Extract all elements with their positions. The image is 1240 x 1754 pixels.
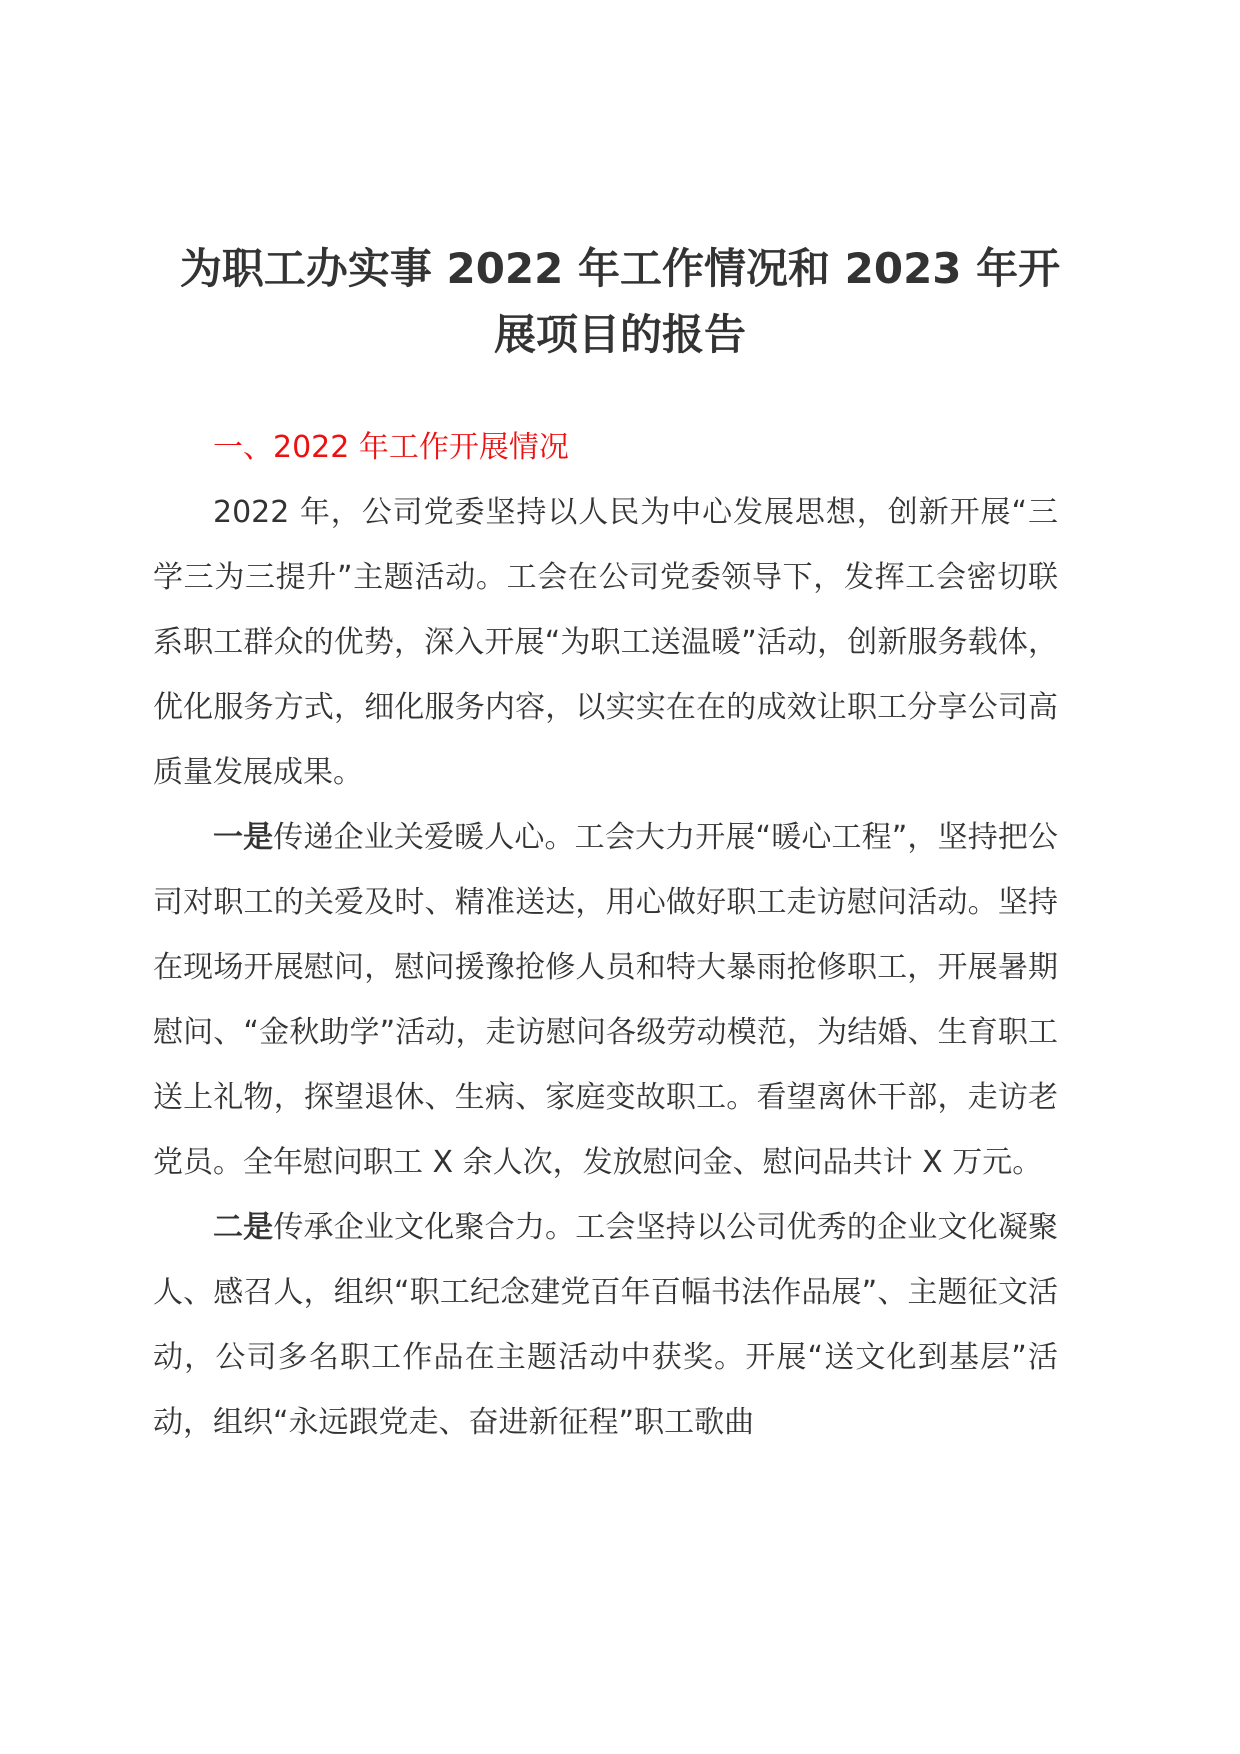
- point-2-paragraph: [153, 1195, 1058, 1455]
- document-title: [150, 236, 1090, 368]
- point-2-lead: 二是: [213, 1210, 274, 1245]
- document-title-line-2: 展项目的报告: [493, 310, 746, 359]
- point-1-text: 传递企业关爱暖人心。工会大力开展“暖心工程”，坚持把公司对职工的关爱及时、精准送达，用心做好职工走访慰问活动。坚持在现场开展慰问，慰问援豫抢修人员和特大暴雨抢修职工，开展暑期慰问、“金秋助学”活动，走访慰问各级劳动模范，为结婚、生育职工送上礼物，探望退休、生病、家庭变故职工。看望离休干部，走访老党员。全年慰问职工 X 余人次，发放慰问金、慰问品共计 X 万元。: [153, 820, 1058, 1180]
- intro-paragraph: 2022 年，公司党委坚持以人民为中心发展思想，创新开展“三学三为三提升”主题活动。工会在公司党委领导下，发挥工会密切联系职工群众的优势，深入开展“为职工送温暖”活动，创新服务载体，优化服务方式，细化服务内容，以实实在在的成效让职工分享公司高质量发展成果。: [153, 495, 1058, 790]
- document-title-line-1: 为职工办实事 2022 年工作情况和 2023 年开: [179, 244, 1061, 293]
- point-2-text: 传承企业文化聚合力。工会坚持以公司优秀的企业文化凝聚人、感召人，组织“职工纪念建党百年百幅书法作品展”、主题征文活动，公司多名职工作品在主题活动中获奖。开展“送文化到基层”活动，组织“永远跟党走、奋进新征程”职工歌曲: [153, 1210, 1059, 1440]
- point-1-paragraph: [153, 805, 1058, 1195]
- section-heading-2022-work: 一、2022 年工作开展情况: [213, 430, 569, 465]
- document-body: [153, 415, 1058, 1455]
- point-1-lead: 一是: [213, 820, 274, 855]
